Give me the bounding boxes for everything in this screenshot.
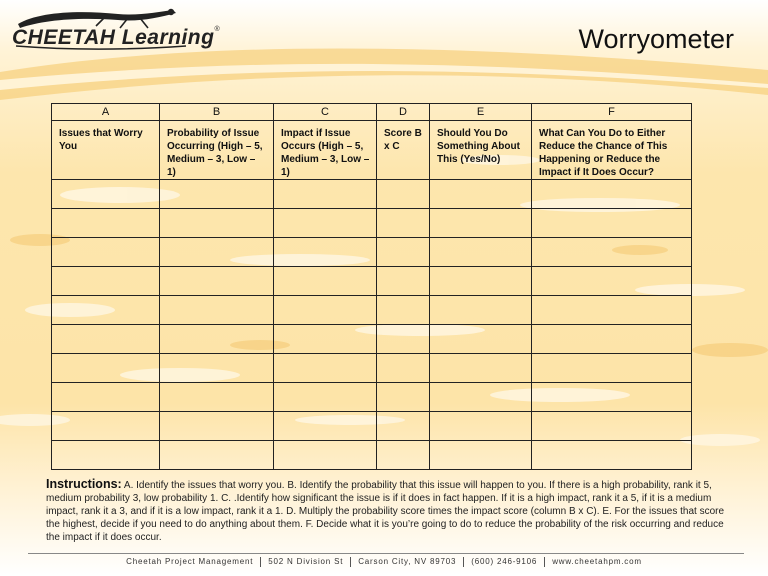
table-cell[interactable] <box>274 325 377 354</box>
table-row <box>52 296 692 325</box>
table-cell[interactable] <box>160 441 274 470</box>
table-cell[interactable] <box>160 296 274 325</box>
table-cell[interactable] <box>377 296 430 325</box>
header-impact: Impact if Issue Occurs (High – 5, Medium – 3, Low – 1) <box>274 121 377 180</box>
header-issues: Issues that Worry You <box>52 121 160 180</box>
table-row <box>52 180 692 209</box>
table-cell[interactable] <box>274 238 377 267</box>
table-cell[interactable] <box>430 325 532 354</box>
column-letter: F <box>532 104 692 121</box>
table-cell[interactable] <box>430 441 532 470</box>
table-cell[interactable] <box>532 238 692 267</box>
table-cell[interactable] <box>274 267 377 296</box>
table-cell[interactable] <box>377 441 430 470</box>
worryometer-table <box>51 103 692 470</box>
footer-divider <box>28 553 744 554</box>
column-letter: A <box>52 104 160 121</box>
table-cell[interactable] <box>274 296 377 325</box>
header-probability: Probability of Issue Occurring (High – 5, Medium – 3, Low – 1) <box>160 121 274 180</box>
table-cell[interactable] <box>532 296 692 325</box>
table-cell[interactable] <box>377 412 430 441</box>
table-row <box>52 267 692 296</box>
table-cell[interactable] <box>532 180 692 209</box>
table-cell[interactable] <box>52 412 160 441</box>
table-row <box>52 441 692 470</box>
table-cell[interactable] <box>52 383 160 412</box>
table-cell[interactable] <box>160 180 274 209</box>
instructions-text: A. Identify the issues that worry you. B. Identify the probability that this issue will happen to you. If there is a high probability, rank it 5, medium probability 3, low probability 1. C. .Identify how significant the issue is if it does in fact happen. If it is a high impact, rank it a 5, if it is a medium impact, rank it a 3, and if it is a low impact, rank it a 1. D. Multiply the probability score times the impact score (column B x C). E. For the issues that score the highest, decide if you need to do anything about them. F. Decide what it is you’re going to do to reduce the probability of the risk occurring and reduce the impact if it does occur. <box>46 480 725 543</box>
table-cell[interactable] <box>430 296 532 325</box>
table-cell[interactable] <box>160 209 274 238</box>
table-cell[interactable] <box>377 209 430 238</box>
page-title: Worryometer <box>578 24 734 54</box>
table-cell[interactable] <box>274 383 377 412</box>
table-row <box>52 383 692 412</box>
header-score: Score B x C <box>377 121 430 180</box>
table-cell[interactable] <box>377 238 430 267</box>
table-cell[interactable] <box>274 354 377 383</box>
table-cell[interactable] <box>52 209 160 238</box>
table-cell[interactable] <box>532 209 692 238</box>
table-cell[interactable] <box>160 325 274 354</box>
table-cell[interactable] <box>430 383 532 412</box>
column-header-row <box>52 121 692 180</box>
table-cell[interactable] <box>377 354 430 383</box>
footer-separator <box>350 557 351 567</box>
table-cell[interactable] <box>377 180 430 209</box>
table-cell[interactable] <box>274 412 377 441</box>
table-cell[interactable] <box>430 412 532 441</box>
footer-address: 502 N Division St <box>268 557 344 567</box>
footer-separator <box>544 557 545 567</box>
table-cell[interactable] <box>430 354 532 383</box>
table-cell[interactable] <box>274 209 377 238</box>
table-cell[interactable] <box>532 267 692 296</box>
table-row <box>52 325 692 354</box>
table-cell[interactable] <box>532 441 692 470</box>
footer-separator <box>260 557 261 567</box>
table-cell[interactable] <box>160 354 274 383</box>
table-cell[interactable] <box>52 180 160 209</box>
table-cell[interactable] <box>274 180 377 209</box>
table-cell[interactable] <box>160 383 274 412</box>
table-row <box>52 209 692 238</box>
footer-company: Cheetah Project Management <box>126 557 254 567</box>
table-cell[interactable] <box>532 325 692 354</box>
logo-wordmark: CHEETAH Learning® <box>12 26 221 49</box>
table-cell[interactable] <box>274 441 377 470</box>
table-cell[interactable] <box>377 325 430 354</box>
table-cell[interactable] <box>52 325 160 354</box>
footer-website: www.cheetahpm.com <box>552 557 642 567</box>
table-cell[interactable] <box>377 267 430 296</box>
table-cell[interactable] <box>52 354 160 383</box>
header-should-act: Should You Do Something About This (Yes/No) <box>430 121 532 180</box>
column-letter: E <box>430 104 532 121</box>
instructions <box>46 478 726 544</box>
table-cell[interactable] <box>52 238 160 267</box>
table-cell[interactable] <box>160 238 274 267</box>
table-row <box>52 238 692 267</box>
instructions-label: Instructions: <box>46 477 122 491</box>
table-cell[interactable] <box>532 354 692 383</box>
table-cell[interactable] <box>377 383 430 412</box>
table-cell[interactable] <box>160 267 274 296</box>
column-letter: C <box>274 104 377 121</box>
table-cell[interactable] <box>532 383 692 412</box>
column-letter: D <box>377 104 430 121</box>
footer-city: Carson City, NV 89703 <box>358 557 457 567</box>
footer <box>0 557 768 567</box>
column-letter: B <box>160 104 274 121</box>
table-cell[interactable] <box>52 267 160 296</box>
header-actions: What Can You Do to Either Reduce the Chance of This Happening or Reduce the Impact if It Does Occur? <box>532 121 692 180</box>
table-cell[interactable] <box>430 238 532 267</box>
table-row <box>52 354 692 383</box>
column-letter-row <box>52 104 692 121</box>
table-cell[interactable] <box>160 412 274 441</box>
table-body <box>52 180 692 470</box>
table-cell[interactable] <box>52 441 160 470</box>
table-cell[interactable] <box>430 180 532 209</box>
table-cell[interactable] <box>430 209 532 238</box>
footer-separator <box>463 557 464 567</box>
table-row <box>52 412 692 441</box>
footer-phone: (600) 246-9106 <box>471 557 538 567</box>
table-cell[interactable] <box>430 267 532 296</box>
table-cell[interactable] <box>532 412 692 441</box>
table-cell[interactable] <box>52 296 160 325</box>
